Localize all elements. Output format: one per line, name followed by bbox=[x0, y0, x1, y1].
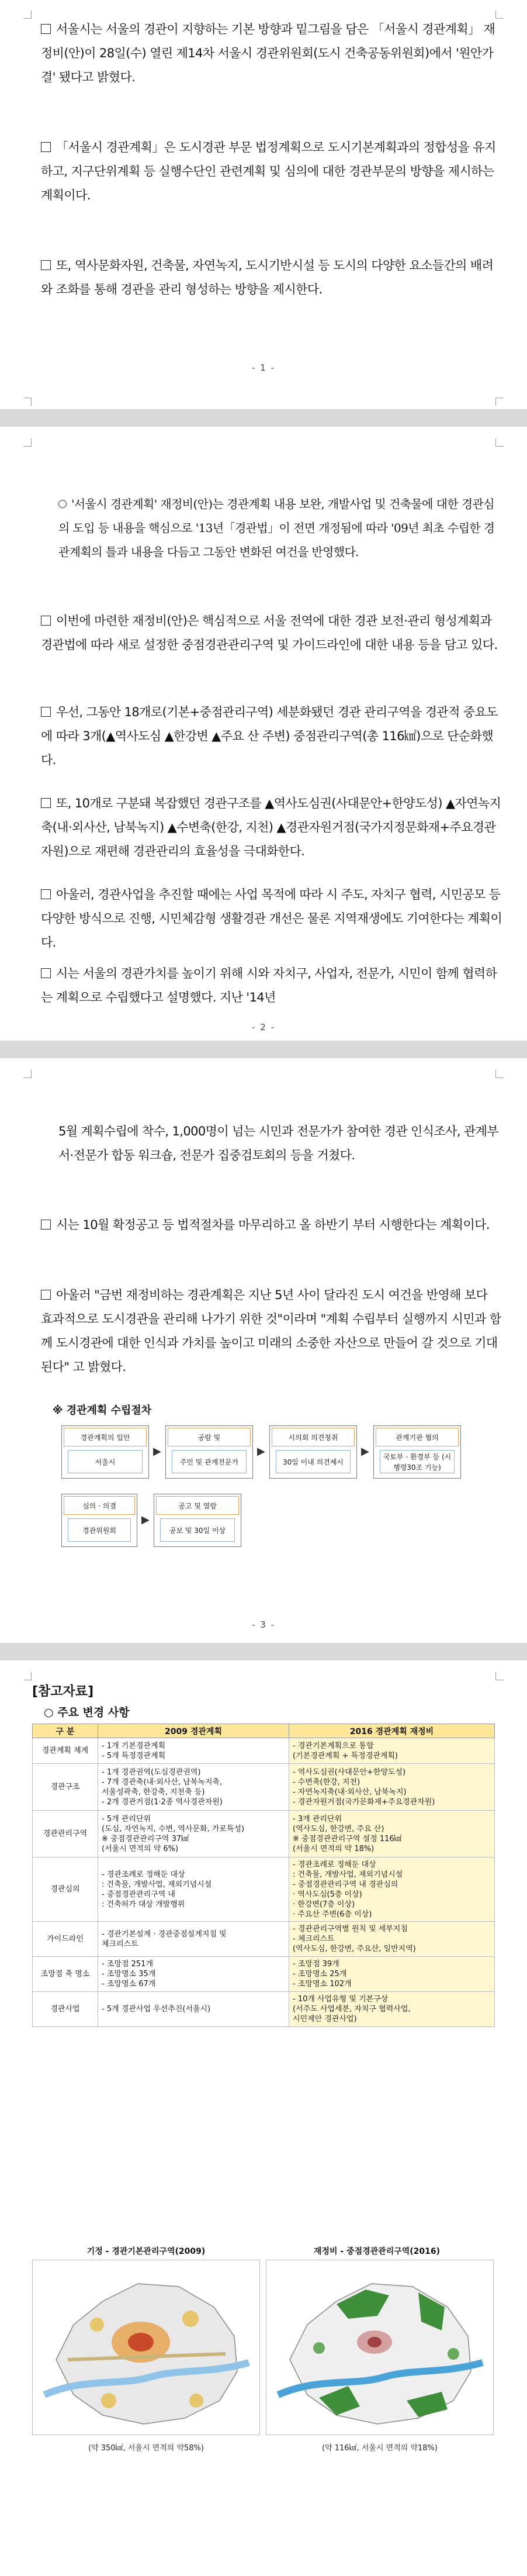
crop-mark bbox=[495, 398, 504, 406]
map-caption-2009: 기정 - 경관기본관리구역(2009) bbox=[86, 2247, 206, 2256]
paragraph: 서울시는 서울의 경관이 지향하는 기본 방향과 밑그림을 담은 「서울시 경관계획」 재정비(안)이 28일(수) 열린 제14차 서울시 경관위원회(도시 건축공동위원회)에서 '원안가결' 됐다고 밝혔다. bbox=[41, 22, 495, 84]
paragraph: 시는 서울의 경관가치를 높이기 위해 시와 자치구, 사업자, 전문가, 시민이 함께 협력하는 계획으로 수립했다고 설명했다. 지난 '14년 bbox=[41, 966, 497, 1004]
crop-mark bbox=[23, 398, 32, 406]
paragraph: 아울러 "금번 재정비하는 경관계획은 지난 5년 사이 달라진 도시 여건을 반영해 보다 효과적으로 도시경관을 관리해 나가기 위한 것"이라며 "계획 수립부터 실행까지 시민과 함께 도시경관에 대한 인식과 가치를 높이고 미래의 소중한 자산으로 만들어 갈 것으로 기대된다" 고 밝혔다. bbox=[41, 1288, 501, 1374]
paragraph: 이번에 마련한 재정비(안)은 핵심적으로 서울 전역에 대한 경관 보전·관리 형성계획과 경관법에 따라 새로 설정한 중점경관관리구역 및 가이드라인에 대한 내용 등을 담고 있다. bbox=[41, 614, 498, 652]
map-note-2016: (약 116㎢, 서울시 면적의 약18%) bbox=[322, 2444, 438, 2453]
document-page-4 bbox=[0, 1660, 527, 2576]
zone-spot bbox=[313, 2342, 325, 2354]
cell-2016: - 3개 관리단위 (역사도심, 한강변, 주요 산) ※ 중점경관관리구역 설정 116㎢ (서울시 면적의 약 18%) bbox=[289, 1811, 495, 1857]
flow-step-body: 서울시 bbox=[68, 1450, 143, 1473]
table-header: 2016 경관계획 재정비 bbox=[289, 1724, 495, 1738]
page-number: - 3 - bbox=[252, 1620, 275, 1630]
zone-spot bbox=[448, 2348, 459, 2360]
zone-spot bbox=[182, 2311, 199, 2327]
circle-bullet-icon bbox=[58, 500, 67, 508]
page-gap bbox=[0, 1041, 527, 1058]
flow-step-1 bbox=[61, 1425, 149, 1479]
arrow-right-icon: ▶ bbox=[361, 1445, 369, 1458]
flow-step-head: 공고 및 열람 bbox=[156, 1496, 239, 1515]
historic-core-center bbox=[367, 2337, 382, 2347]
cell-2016: - 경관관리구역별 원칙 및 세부지침 - 체크리스트 (역사도심, 한강변, 주요산, 일반지역) bbox=[289, 1922, 495, 1957]
cell-2016: - 조망점 39개 - 조망명소 25개 - 조망명소 102개 bbox=[289, 1957, 495, 1992]
table-row bbox=[33, 1957, 495, 1992]
table-header: 구 분 bbox=[33, 1724, 98, 1738]
map-2009-graphic bbox=[33, 2260, 259, 2435]
flow-step-6 bbox=[154, 1494, 241, 1547]
flow-step-head: 시의회 의견청취 bbox=[272, 1428, 355, 1446]
table-row bbox=[33, 1992, 495, 2027]
page-number: - 1 - bbox=[252, 362, 275, 373]
cell-2009: - 경관조례로 정해둔 대상 : 건축물, 개발사업, 재외기념시설 - 중점경관관리구역 내 : 건축허가 대상 개발행위 bbox=[98, 1857, 289, 1922]
zone-spot bbox=[189, 2394, 203, 2408]
crop-mark bbox=[23, 438, 32, 447]
row-label: 경관구조 bbox=[33, 1764, 98, 1811]
flow-step-body: 주민 및 관계전문가 bbox=[172, 1450, 247, 1473]
cell-2016: - 10개 사업유형 및 기본구상 (서주도 사업세분, 자치구 협력사업, 시민제안 경관사업) bbox=[289, 1992, 495, 2027]
checkbox-bullet-icon bbox=[41, 260, 51, 270]
historic-core-center bbox=[128, 2333, 154, 2351]
crop-mark bbox=[495, 1672, 504, 1680]
flow-step-2 bbox=[165, 1425, 253, 1479]
crop-mark bbox=[23, 1672, 32, 1680]
table-row bbox=[33, 1738, 495, 1764]
paragraph: 또, 역사문화자원, 건축물, 자연녹지, 도시기반시설 등 도시의 다양한 요소들간의 배려와 조화를 통해 경관을 관리 형성하는 방향을 제시한다. bbox=[41, 258, 494, 296]
page-gap bbox=[0, 409, 527, 427]
page-gap bbox=[0, 1643, 527, 1660]
flow-step-head: 공람 및 bbox=[168, 1428, 251, 1446]
table-row bbox=[33, 1811, 495, 1857]
cell-2009: - 5개 경관사업 우선추진(서울시) bbox=[98, 1992, 289, 2027]
flow-step-head: 경관계획의 입안 bbox=[64, 1428, 147, 1446]
paragraph: 아울러, 경관사업을 추진할 때에는 사업 목적에 따라 시 주도, 자치구 협력, 시민공모 등 다양한 방식으로 진행, 시민체감형 생활경관 개선은 물론 지역재생에도 기여한다는 계획이다. bbox=[41, 888, 502, 949]
row-label: 경관심의 bbox=[33, 1857, 98, 1922]
flow-step-body: 30일 이내 의견제시 bbox=[276, 1450, 351, 1473]
table-row bbox=[33, 1922, 495, 1957]
checkbox-bullet-icon bbox=[41, 968, 51, 978]
paragraph: 「서울시 경관계획」은 도시경관 부문 법정계획으로 도시기본계획과의 정합성을 유지하고, 지구단위계획 등 실행수단인 관련계획 및 심의에 대한 경관부문의 방향을 제시하는 계획이다. bbox=[41, 140, 496, 202]
map-2016-graphic bbox=[266, 2260, 493, 2435]
paragraph: 시는 10월 확정공고 등 법적절차를 마무리하고 올 하반기 부터 시행한다는 계획이다. bbox=[41, 1213, 502, 1237]
flow-step-3 bbox=[269, 1425, 357, 1479]
map-note-2009: (약 350㎢, 서울시 면적의 약58%) bbox=[88, 2444, 204, 2453]
flow-step-body: 국토부 · 환경부 등 (시행령30조 기능) bbox=[380, 1450, 455, 1473]
paragraph-continued: 5월 계획수립에 착수, 1,000명이 넘는 시민과 전문가가 참여한 경관 인식조사, 관계부서·전문가 합동 워크숍, 전문가 집중검토회의 등을 거쳤다. bbox=[58, 1124, 499, 1162]
table-row bbox=[33, 1857, 495, 1922]
process-title: ※ 경관계획 수립절차 bbox=[53, 1404, 152, 1417]
comparison-table bbox=[32, 1724, 495, 2027]
paragraph: 또, 10개로 구분돼 복잡했던 경관구조를 ▲역사도심권(사대문안+한양도성) ▲자연녹지축(내·외사산, 남북녹지) ▲수변축(한강, 지천) ▲경관자원거점(국가지정문화재+주요경관자원)으로 재편해 경관관리의 효율성을 극대화한다. bbox=[41, 796, 501, 858]
table-header-row bbox=[33, 1724, 495, 1738]
cell-2016: - 경관기본계획으로 통합 (기본경관계획 + 특정경관계획) bbox=[289, 1738, 495, 1764]
cell-2009: - 경관기본설계 · 경관중점설계지침 및 체크리스트 bbox=[98, 1922, 289, 1957]
cell-2016: - 역사도심권(사대문안+한양도성) - 수변축(한강, 지천) - 자연녹지축(내·외사산, 남북녹지) - 경관자원거점(국가문화재+주요경관자원) bbox=[289, 1764, 495, 1811]
flow-step-body: 공보 및 30일 이상 bbox=[160, 1518, 235, 1542]
cell-2009: - 조망점 251개 - 조망명소 35개 - 조망명소 67개 bbox=[98, 1957, 289, 1992]
checkbox-bullet-icon bbox=[41, 1220, 51, 1230]
checkbox-bullet-icon bbox=[41, 1290, 51, 1300]
table-header: 2009 경관계획 bbox=[98, 1724, 289, 1738]
flow-step-5 bbox=[61, 1494, 137, 1547]
map-2016 bbox=[266, 2260, 494, 2435]
crop-mark bbox=[23, 11, 32, 19]
row-label: 조망점 축 명소 bbox=[33, 1957, 98, 1992]
document-page-3 bbox=[0, 1058, 527, 1643]
reference-subtitle: ○ 주요 변경 사항 bbox=[44, 1706, 130, 1719]
cell-2009: - 1개 기본경관계획 - 5개 특정경관계획 bbox=[98, 1738, 289, 1764]
row-label: 경관계획 체계 bbox=[33, 1738, 98, 1764]
page-number: - 2 - bbox=[252, 1022, 275, 1033]
row-label: 경관관리구역 bbox=[33, 1811, 98, 1857]
note-paragraph: '서울시 경관계획' 재정비(안)는 경관계획 내용 보완, 개발사업 및 건축물에 대한 경관심의 도입 등 내용을 핵심으로 '13년「경관법」이 전면 개정됨에 따라 '09년 최초 수립한 경관계획의 틀과 내용을 다듬고 그동안 변화된 여건을 반영했다. bbox=[58, 497, 495, 559]
arrow-right-icon: ▶ bbox=[141, 1514, 150, 1526]
arrow-right-icon: ▶ bbox=[153, 1445, 161, 1458]
map-caption-2016: 재정비 - 중점경관관리구역(2016) bbox=[313, 2247, 441, 2256]
crop-mark bbox=[23, 1070, 32, 1078]
crop-mark bbox=[495, 1070, 504, 1078]
zone-spot bbox=[90, 2318, 104, 2332]
checkbox-bullet-icon bbox=[41, 798, 51, 808]
document-page-1 bbox=[0, 0, 527, 409]
checkbox-bullet-icon bbox=[41, 24, 51, 34]
flow-step-head: 심의 · 의결 bbox=[64, 1496, 135, 1515]
crop-mark bbox=[495, 438, 504, 447]
checkbox-bullet-icon bbox=[41, 889, 51, 899]
flow-step-head: 관계기관 협의 bbox=[376, 1428, 459, 1446]
arrow-right-icon: ▶ bbox=[257, 1445, 265, 1458]
flow-step-body: 경관위원회 bbox=[68, 1518, 131, 1542]
checkbox-bullet-icon bbox=[41, 142, 51, 152]
table-row bbox=[33, 1764, 495, 1811]
cell-2009: - 1개 경관권역(도심경관권역) - 7개 경관축(내·외사산, 남북녹지축, 서울성곽축, 한강축, 지천축 등) - 2개 경관거점(1·2종 역사경관자원) bbox=[98, 1764, 289, 1811]
zone-spot bbox=[101, 2393, 116, 2408]
row-label: 경관사업 bbox=[33, 1992, 98, 2027]
cell-2009: - 5개 관리단위 (도심, 자연녹지, 수변, 역사문화, 가로특성) ※ 중점경관관리구역 37㎢ (서울시 면적의 약 6%) bbox=[98, 1811, 289, 1857]
map-2009 bbox=[32, 2260, 260, 2435]
checkbox-bullet-icon bbox=[41, 616, 51, 626]
cell-2016: - 경관조례로 정해둔 대상 : 건축물, 개발사업, 재외기념시설 - 중점경관관리구역 내 경관심의 · 역사도심(5층 이상) · 한강변(7층 이상) · 주요산 주변(6층 이상) bbox=[289, 1857, 495, 1922]
row-label: 가이드라인 bbox=[33, 1922, 98, 1957]
checkbox-bullet-icon bbox=[41, 707, 51, 717]
flow-step-4 bbox=[373, 1425, 461, 1479]
document-page-2 bbox=[0, 427, 527, 1041]
paragraph: 우선, 그동안 18개로(기본+중점관리구역) 세분화됐던 경관 관리구역을 경관적 중요도에 따라 3개(▲역사도심 ▲한강변 ▲주요 산 주변) 중점관리구역(총 116㎢)으로 단순화했다. bbox=[41, 705, 498, 767]
reference-title: [참고자료] bbox=[32, 1684, 94, 1699]
